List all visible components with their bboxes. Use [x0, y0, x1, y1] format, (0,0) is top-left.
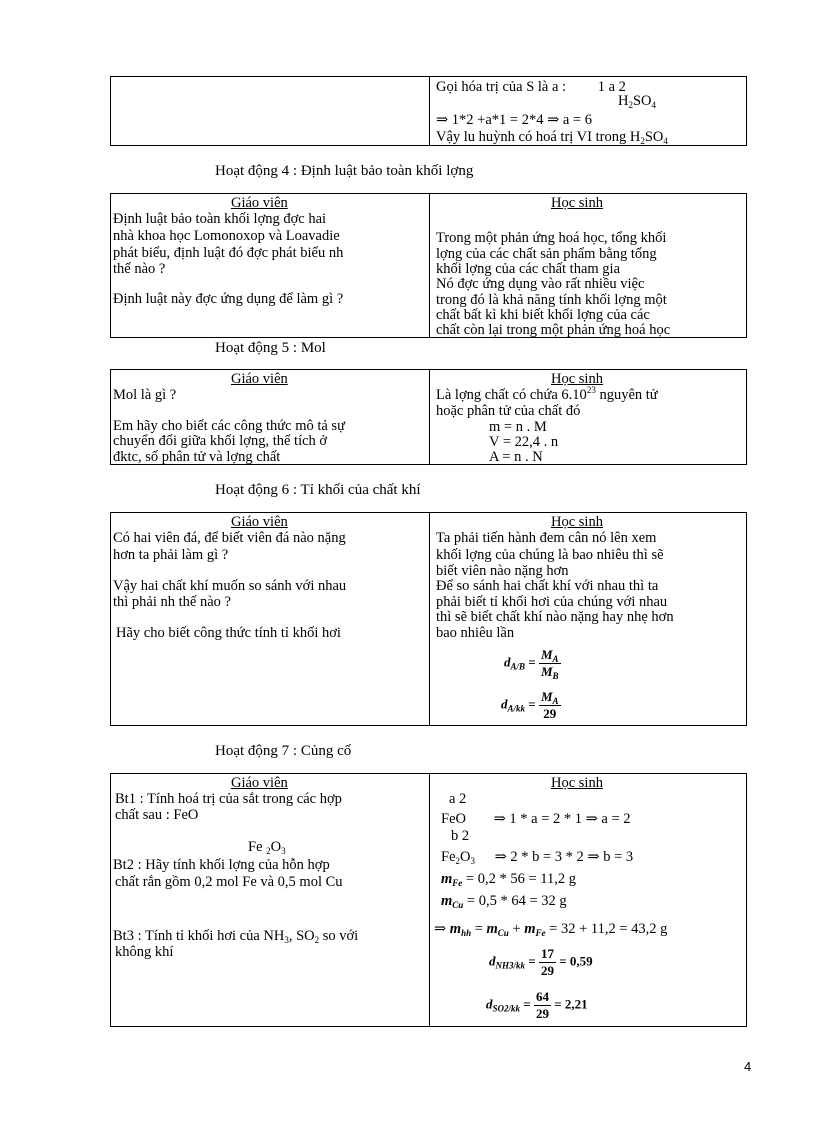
- table-activity-6: [110, 512, 747, 726]
- column-divider: [429, 77, 430, 145]
- teacher-text: đktc, số phân tử và lợng chất: [113, 449, 281, 465]
- teacher-text: Em hãy cho biết các công thức mô tả sự: [113, 418, 345, 434]
- student-text: khối lợng của chúng là bao nhiêu thì sẽ: [436, 547, 664, 563]
- teacher-text: Vậy hai chất khí muốn so sánh với nhau: [113, 578, 347, 594]
- valence-equation: ⇒ 1*2 +a*1 = 2*4 ⇒ a = 6: [436, 112, 592, 128]
- answer-feo: FeO ⇒ 1 * a = 2 * 1 ⇒ a = 2: [441, 811, 631, 827]
- teacher-header: Giáo viên: [231, 514, 288, 530]
- student-header: Học sinh: [551, 371, 603, 387]
- teacher-text: thế nào ?: [113, 261, 166, 277]
- table-activity-5: [110, 369, 747, 465]
- teacher-text: Định luật bảo toàn khối lợng đợc hai: [113, 211, 327, 227]
- heading-activity-7: Hoạt động 7 : Củng cố: [215, 743, 352, 759]
- student-text: hoặc phân tử của chất đó: [436, 403, 581, 419]
- teacher-text: Mol là gì ?: [113, 387, 177, 403]
- teacher-text: phát biểu, định luật đó đợc phát biểu nh: [113, 245, 344, 261]
- teacher-header: Giáo viên: [231, 371, 288, 387]
- teacher-text: Có hai viên đá, để biết viên đá nào nặng: [113, 530, 346, 546]
- student-text: chất bất kì khi biết khối lợng của các: [436, 307, 650, 323]
- student-text: Nó đợc ứng dụng vào rất nhiều việc: [436, 276, 645, 292]
- heading-activity-6: Hoạt động 6 : Tỉ khối của chất khí: [215, 482, 421, 498]
- answer-mass-cu: $m_{Cu} = 0,5 * 64 = 32$ g: [441, 893, 567, 910]
- teacher-text: chuyển đổi giữa khối lợng, thể tích ở: [113, 433, 328, 449]
- exercise-1: Bt1 : Tính hoá trị của sắt trong các hợp: [115, 791, 342, 807]
- student-text: lợng của các chất sản phẩm bằng tổng: [436, 246, 657, 262]
- teacher-text: Định luật này đợc ứng dụng để làm gì ?: [113, 291, 344, 307]
- teacher-text: thì phải nh thế nào ?: [113, 594, 231, 610]
- table-activity-7: [110, 773, 747, 1027]
- heading-activity-4: Hoạt động 4 : Định luật bảo toàn khối lợng: [215, 163, 474, 179]
- answer-density-nh3: $d_{NH3/kk}$ = $\frac{17}{29}$ = 0,59: [489, 946, 593, 978]
- mol-formula-particles: A = n . N: [489, 449, 543, 465]
- column-divider: [429, 194, 430, 337]
- student-text: phải biết tỉ khối hơi của chúng với nhau: [436, 594, 668, 610]
- student-text: biết viên nào nặng hơn: [436, 563, 569, 579]
- exercise-3: Bt3 : Tính tỉ khối hơi của $NH_3$, $SO_2$ so với: [113, 928, 359, 945]
- teacher-text: hơn ta phải làm gì ?: [113, 547, 229, 563]
- answer-mass-fe: $m_{Fe} = 0,2 * 56 = 11,2$ g: [441, 871, 576, 888]
- table-activity-4: [110, 193, 747, 338]
- student-text: chất còn lại trong một phản ứng hoá học: [436, 322, 671, 338]
- student-header: Học sinh: [551, 514, 603, 530]
- mol-formula-mass: m = n . M: [489, 419, 547, 435]
- valence-formula-h2so4: $H_2SO_4$: [618, 93, 657, 110]
- column-divider: [429, 513, 430, 725]
- student-text: Ta phải tiến hành đem cân nó lên xem: [436, 530, 657, 546]
- exercise-3: không khí: [115, 944, 174, 960]
- teacher-header: Giáo viên: [231, 195, 288, 211]
- answer-mass-mixture: ⇒ $m_{hh} = m_{Cu} + m_{Fe} = 32 + 11,2 = 43,2$ g: [434, 921, 668, 938]
- answer-density-so2: $d_{SO2/kk}$ = $\frac{64}{29}$ = 2,21: [486, 989, 588, 1021]
- student-text: Là lợng chất có chứa 6.10$^{23}$ nguyên tử: [436, 385, 658, 403]
- page-number: 4: [744, 1059, 752, 1074]
- teacher-text: Hãy cho biết công thức tính tỉ khối hơi: [116, 625, 341, 641]
- student-text: khối lợng của các chất tham gia: [436, 261, 621, 277]
- student-text: Để so sánh hai chất khí với nhau thì ta: [436, 578, 659, 594]
- answer-valence-b: b 2: [451, 828, 470, 844]
- formula-density-air: $d_{A/kk}$ = $\frac{M_A}{29}$: [501, 689, 559, 721]
- mol-formula-volume: V = 22,4 . n: [489, 434, 559, 450]
- table-valence-s: [110, 76, 747, 146]
- exercise-2: chất rắn gồm 0,2 mol Fe và 0,5 mol Cu: [115, 874, 343, 890]
- teacher-text: nhà khoa học Lomonoxop và Loavadie: [113, 228, 340, 244]
- answer-fe2o3: $Fe_2O_3$ ⇒ 2 * b = 3 * 2 ⇒ b = 3: [441, 849, 634, 866]
- valence-conclusion: Vậy lu huỳnh có hoá trị VI trong $H_2SO_4$: [436, 129, 668, 146]
- student-header: Học sinh: [551, 775, 603, 791]
- exercise-1-fe2o3: Fe $_2O_3$: [248, 839, 286, 856]
- student-text: trong đó là khả năng tính khối lợng một: [436, 292, 667, 308]
- heading-activity-5: Hoạt động 5 : Mol: [215, 340, 326, 356]
- student-text: Trong một phản ứng hoá học, tổng khối: [436, 230, 667, 246]
- formula-density-ab: $d_{A/B}$ = $\frac{M_A}{M_B}$: [504, 647, 559, 681]
- student-header: Học sinh: [551, 195, 603, 211]
- column-divider: [429, 774, 430, 1026]
- exercise-1: chất sau : FeO: [115, 807, 199, 823]
- exercise-2: Bt2 : Hãy tính khối lợng của hỗn hợp: [113, 857, 330, 873]
- teacher-header: Giáo viên: [231, 775, 288, 791]
- column-divider: [429, 370, 430, 464]
- valence-line-1: Gọi hóa trị của S là a : 1 a 2: [436, 79, 626, 95]
- student-text: bao nhiêu lần: [436, 625, 515, 641]
- answer-valence-a: a 2: [449, 791, 467, 807]
- student-text: thì sẽ biết chất khí nào nặng hay nhẹ hơn: [436, 609, 674, 625]
